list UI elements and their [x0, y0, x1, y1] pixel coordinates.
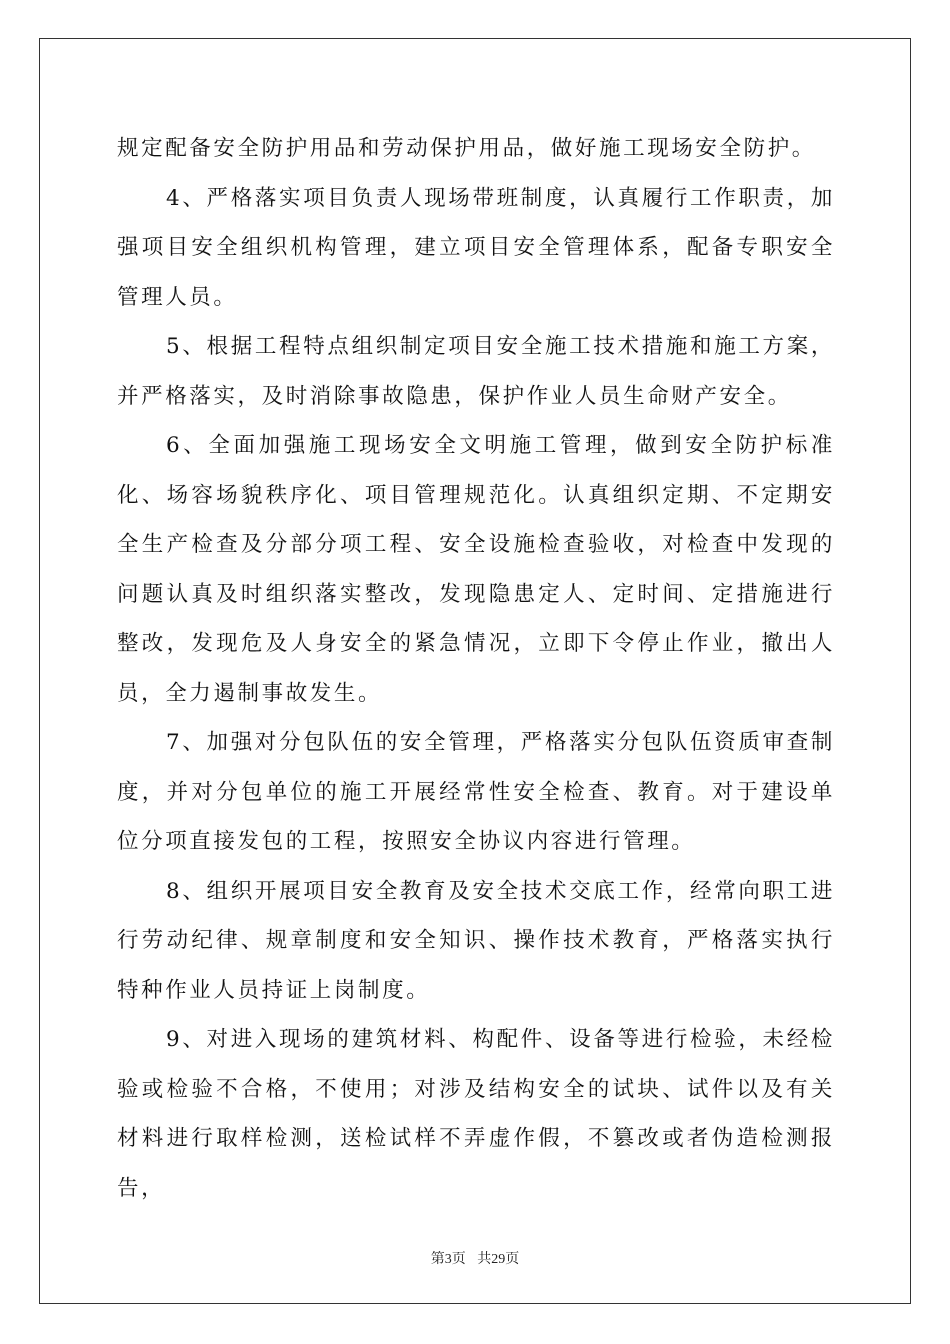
paragraph-item-7: 7、加强对分包队伍的安全管理，严格落实分包队伍资质审查制度，并对分包单位的施工开展经常性安全检查、教育。对于建设单位分项直接发包的工程，按照安全协议内容进行管理。	[117, 730, 835, 854]
paragraph-item-4: 4、严格落实项目负责人现场带班制度，认真履行工作职责，加强项目安全组织机构管理，建立项目安全管理体系，配备专职安全管理人员。	[117, 185, 835, 310]
paragraph-continuation: 规定配备安全防护用品和劳动保护用品，做好施工现场安全防护。	[117, 136, 816, 161]
paragraph-item-5: 5、根据工程特点组织制定项目安全施工技术措施和施工方案，并严格落实，及时消除事故隐患，保护作业人员生命财产安全。	[117, 334, 835, 409]
document-body	[117, 124, 835, 1213]
paragraph-item-6: 6、全面加强施工现场安全文明施工管理，做到安全防护标准化、场容场貌秩序化、项目管理规范化。认真组织定期、不定期安全生产检查及分部分项工程、安全设施检查验收，对检查中发现的问题认真及时组织落实整改，发现隐患定人、定时间、定措施进行整改，发现危及人身安全的紧急情况，立即下令停止作业，撤出人员，全力遏制事故发生。	[117, 433, 835, 706]
page-total: 共29页	[477, 1252, 520, 1267]
paragraph-item-8: 8、组织开展项目安全教育及安全技术交底工作，经常向职工进行劳动纪律、规章制度和安全知识、操作技术教育，严格落实执行特种作业人员持证上岗制度。	[117, 878, 835, 1003]
paragraph-item-9: 9、对进入现场的建筑材料、构配件、设备等进行检验，未经检验或检验不合格，不使用；对涉及结构安全的试块、试件以及有关材料进行取样检测，送检试样不弄虚作假，不篡改或者伪造检测报告，	[117, 1027, 835, 1201]
page-footer	[0, 1248, 950, 1268]
page-number: 第3页	[430, 1252, 466, 1267]
